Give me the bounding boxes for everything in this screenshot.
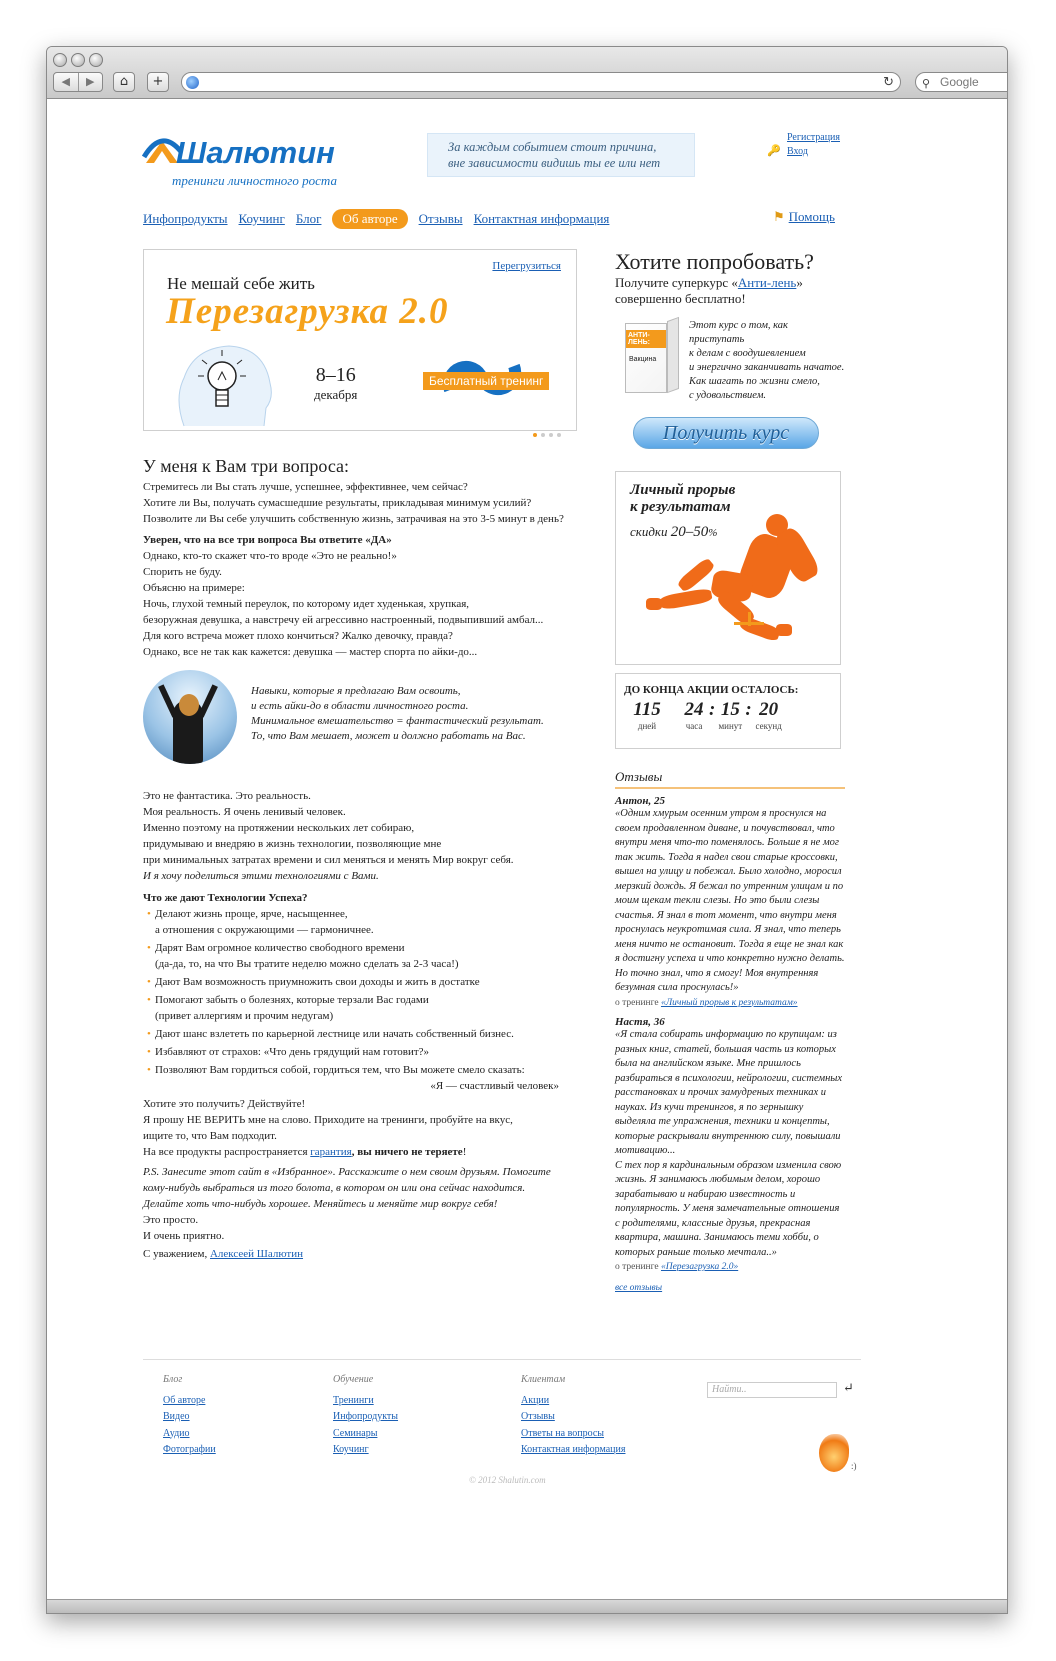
nav-item-contacts[interactable]: Контактная информация — [473, 211, 610, 226]
reality-line: Моя реальность. Я очень ленивый человек. — [143, 806, 346, 818]
sure-line: Уверен, что на все три вопроса Вы ответите «ДА» — [143, 534, 392, 546]
footer-link[interactable]: Видео — [163, 1411, 190, 1422]
footer-link[interactable]: Аудио — [163, 1427, 190, 1439]
benefit-item: • Помогают забыть о болезнях, которые терзали Вас годами (привет аллергиям и прочим недугам) — [143, 992, 603, 1024]
question-line: Стремитесь ли Вы стать лучше, успешнее, эффективнее, чем сейчас? — [143, 481, 468, 493]
footer-column-heading: Обучение — [333, 1374, 374, 1385]
nav-item-reviews[interactable]: Отзывы — [418, 211, 463, 226]
benefit-item: • Дарят Вам огромное количество свободного времени (да-да, то, на что Вы тратите неделю можно сделать за 2-3 часа!) — [143, 940, 603, 972]
footer-link[interactable]: Ответы на вопросы — [521, 1427, 604, 1439]
search-icon: ⚲ — [922, 78, 931, 90]
back-icon[interactable]: ◀ — [54, 73, 79, 91]
footer-link[interactable]: Коучинг — [333, 1444, 369, 1455]
browser-search-placeholder: Google — [940, 75, 979, 89]
author-link[interactable]: Алексеей Шалютин — [209, 1248, 304, 1260]
enter-icon[interactable]: ↵ — [843, 1380, 854, 1395]
sidebar-course-offer — [615, 249, 845, 449]
story-line: Спорить не буду. — [143, 566, 222, 578]
site-footer — [143, 1359, 861, 1485]
all-reviews-link[interactable]: все отзывы — [615, 1282, 663, 1293]
article-heading: У меня к Вам три вопроса: — [143, 456, 350, 476]
story-line: Объясню на примере: — [143, 582, 245, 594]
logo-wordmark: Шалютин — [176, 135, 335, 170]
course-text-line: Как шагать по жизни смело, — [689, 376, 820, 387]
banner-dot[interactable] — [557, 433, 561, 437]
review-author: Антон, 25 — [615, 795, 665, 807]
aside-line: Навыки, которые я предлагаю Вам освоить, — [251, 685, 461, 697]
home-icon[interactable]: ⌂ — [113, 72, 135, 92]
web-page — [47, 99, 1008, 1614]
reality-line: Именно поэтому на протяжении нескольких лет собираю, — [143, 822, 415, 834]
course-box-sub: Вакцина — [629, 356, 657, 363]
globe-icon — [186, 76, 199, 89]
promo-banner[interactable] — [143, 249, 577, 431]
footer-search-input[interactable]: Найти.. — [707, 1382, 837, 1398]
course-text-line: к делам с воодушевлением — [689, 348, 806, 359]
minimize-window-button[interactable] — [71, 53, 85, 67]
banner-pagination — [533, 433, 561, 437]
footer-column-learning — [333, 1372, 398, 1459]
guarantee-line: На все продукты распространяется гарантия, вы ничего не теряете! — [143, 1146, 467, 1158]
flag-icon: ⚑ — [773, 209, 785, 224]
course-text-line: с удовольствием. — [689, 390, 767, 401]
banner-title: Перезагрузка 2.0 — [166, 291, 449, 332]
simple-line: Это просто. — [143, 1214, 199, 1226]
review-text: С тех пор я кардинальным образом изменила свою жизнь. Я занимаюсь любимым делом, хорошо зарабатываю и набираю известность и популярность. У меня замечательные отношения с родителями, классные друзья, прекрасная квартира, машина. Занимаюсь теми хобби, о которых раньше только мечтала..» — [615, 1159, 842, 1258]
course-box-image — [625, 315, 683, 395]
aside-line: То, что Вам мешает, может и должно работать на Вас. — [251, 730, 526, 742]
help-link[interactable]: Помощь — [788, 209, 835, 224]
course-info — [615, 315, 845, 403]
aikido-aside — [143, 670, 603, 764]
countdown-timer: ДО КОНЦА АКЦИИ ОСТАЛОСЬ: 115 дней 24 часа : 15 минут : 20 секунд — [615, 673, 841, 749]
header-quote — [427, 133, 695, 177]
benefit-item: • Дают шанс взлететь по карьерной лестнице или начать собственный бизнес. — [143, 1026, 603, 1042]
banner-reboot-link[interactable]: Перегрузиться — [492, 260, 561, 272]
question-line: Хотите ли Вы, получать сумасшедшие результаты, прикладывая минимум усилий? — [143, 497, 532, 509]
zoom-window-button[interactable] — [89, 53, 103, 67]
firebird-icon — [819, 1434, 849, 1472]
footer-link[interactable]: Акции — [521, 1394, 550, 1406]
reviews-section — [615, 769, 845, 1295]
review-training-link[interactable]: «Личный прорыв к результатам» — [660, 997, 798, 1008]
nav-item-infoproducts[interactable]: Инфопродукты — [143, 211, 228, 226]
logo-tagline: тренинги личностного роста — [172, 173, 337, 188]
course-text-line: Этот курс о том, как приступать — [689, 320, 788, 345]
footer-column-clients — [521, 1372, 625, 1459]
story-line: Однако, все не так как кажется: девушка — мастер спорта по айки-до... — [143, 646, 478, 658]
copyright: © 2012 Shalutin.com — [469, 1475, 546, 1485]
banner-dot[interactable] — [533, 433, 537, 437]
reality-line: придумываю и внедряю в жизнь технологии, позволяющие мне — [143, 838, 442, 850]
anti-laziness-link[interactable]: Анти-лень — [737, 275, 797, 290]
footer-link[interactable]: Контактная информация — [521, 1444, 626, 1455]
help-link-group — [773, 209, 835, 225]
action-line: Хотите это получить? Действуйте! — [143, 1098, 306, 1110]
aside-line: и есть айки-до в области личностного роста. — [251, 700, 469, 712]
benefit-item: • Дают Вам возможность приумножить свои доходы и жить в достатке — [143, 974, 603, 990]
nav-item-blog[interactable]: Блог — [295, 211, 322, 226]
review-author: Настя, 36 — [615, 1016, 665, 1028]
footer-link[interactable]: Об авторе — [163, 1394, 206, 1406]
footer-link[interactable]: Отзывы — [521, 1411, 555, 1422]
login-link[interactable]: Вход — [787, 146, 808, 157]
story-line: Однако, кто-то скажет что-то вроде «Это не реально!» — [143, 550, 397, 562]
offer-free-line: совершенно бесплатно! — [615, 291, 746, 306]
story-line: Для кого встреча может плохо кончиться? Жалко девочку, правда? — [143, 630, 453, 642]
smile-text: :) — [851, 1461, 857, 1471]
action-line: ищите то, что Вам подходит. — [143, 1130, 277, 1142]
main-article — [143, 455, 603, 1262]
story-line: Ночь, глухой темный переулок, по которому идет худенькая, хрупкая, — [143, 598, 470, 610]
banner-dot[interactable] — [541, 433, 545, 437]
review-training-link[interactable]: «Перезагрузка 2.0» — [660, 1262, 739, 1272]
offer-subtitle: Получите суперкурс «Анти-лень» — [615, 275, 803, 290]
review-text: «Одним хмурым осенним утром я проснулся на своем продавленном диване, и почувствовал, что внутри меня что-то поменялось. Больше я не мог так жить. Тогда я надел свои старые кроссовки, вышел на улицу и побежал. Было холодно, моросил мерзкий дождь. Я бежал по утренним улицам и по моим щекам текли слезы. Но это были слезы счастья. Я знал в тот момент, что внутри меня проснулась неукротимая сила. Я знал, что теперь меня ничто не остановит. Тогда я еще не знал как я достигну успеха и что конкретно нужно делать. Но точно знал, что я смогу! Моя внутренняя безумная сила проснулась!» — [615, 808, 845, 993]
breakthrough-promo[interactable] — [615, 471, 841, 665]
footer-link[interactable]: Тренинги — [333, 1394, 374, 1406]
promo-discount: скидки 20–50% — [630, 524, 718, 540]
footer-link[interactable]: Фотографии — [163, 1444, 216, 1455]
ps-line: P.S. Занесите этот сайт в «Избранное». Расскажите о нем своим друзьям. Помогите — [143, 1166, 551, 1178]
nav-item-coaching[interactable]: Коучинг — [238, 211, 285, 226]
main-navigation — [143, 209, 620, 229]
footer-column-heading: Клиентам — [521, 1374, 566, 1385]
signature-line: С уважением, Алексеей Шалютин — [143, 1248, 304, 1260]
address-bar[interactable] — [181, 72, 901, 92]
timer-minutes: 15 минут — [718, 699, 743, 731]
question-line: Позволите ли Вы себе улучшить собственную жизнь, затрачивая на это 3-5 минут в день? — [143, 513, 564, 525]
nice-line: И очень приятно. — [143, 1230, 225, 1242]
banner-month: декабря — [314, 387, 358, 402]
ps-line: Делайте хоть что-нибудь хорошее. Меняйтесь и меняйте мир вокруг себя! — [143, 1198, 498, 1210]
banner-date-range: 8–16 — [315, 364, 356, 386]
reload-icon[interactable]: ↻ — [883, 75, 894, 90]
benefit-item: • Делают жизнь проще, ярче, насыщеннее, а отношения с окружающими — гармоничнее. — [143, 906, 603, 938]
ps-line: кому-нибудь выбраться из того болота, в котором он или она сейчас находится. — [143, 1182, 526, 1194]
benefit-item: • Избавляют от страхов: «Что день грядущий нам готовит?» — [143, 1044, 603, 1060]
benefits-list — [143, 906, 603, 1094]
timer-heading: ДО КОНЦА АКЦИИ ОСТАЛОСЬ: — [624, 684, 799, 696]
footer-link[interactable]: Семинары — [333, 1427, 378, 1439]
add-bookmark-icon[interactable]: + — [147, 72, 169, 92]
footer-column-blog — [163, 1372, 216, 1459]
bottom-bar — [47, 1599, 1008, 1613]
review-training: о тренинге «Перезагрузка 2.0» — [615, 1262, 739, 1272]
banner-dates — [314, 364, 357, 403]
reviews-heading: Отзывы — [615, 769, 845, 789]
benefit-item: • Позволяют Вам гордиться собой, гордиться тем, что Вы можете смело сказать: «Я — счастливый человек» — [143, 1062, 603, 1094]
course-text-line: и энергично заканчивать начатое. — [689, 362, 845, 373]
free-training-badge: Бесплатный тренинг — [423, 372, 549, 390]
action-line: Я прошу НЕ ВЕРИТЬ мне на слово. Приходите на тренинги, пробуйте на вкус, — [143, 1114, 513, 1126]
woman-arms-raised-photo — [143, 670, 237, 764]
review-text: «Я стала собирать информацию по крупицам: из разных книг, статей, большая часть из которых была на английском языке. Мне пришлось разбираться в психологии, нейрологии, системных расстановках и прочих замудреных техниках и науках. Из кучи тренингов, я по зернышку выделяла те упражнения, техники и концепты, которые раскрывали внутреннюю силу, повышали мотивацию... — [615, 1029, 843, 1156]
promo-title: Личный прорыв к результатам — [630, 482, 736, 515]
get-course-button[interactable]: Получить курс — [633, 417, 819, 449]
quote-line: вне зависимости видишь ты ее или нет — [448, 156, 661, 170]
close-window-button[interactable] — [53, 53, 67, 67]
browser-window — [46, 46, 1008, 1614]
guarantee-link[interactable]: гарантия — [310, 1146, 352, 1158]
share-line: И я хочу поделиться этими технологиями с Вами. — [143, 870, 379, 882]
browser-search-field[interactable] — [915, 72, 1008, 92]
timer-seconds: 20 секунд — [755, 699, 782, 731]
footer-link[interactable]: Инфопродукты — [333, 1411, 399, 1422]
banner-dot[interactable] — [549, 433, 553, 437]
nav-item-about-author[interactable]: Об авторе — [332, 209, 407, 229]
reality-line: при минимальных затратах времени и сил меняться и менять Мир вокруг себя. — [143, 854, 514, 866]
auth-links — [767, 131, 840, 159]
banner-top-text: Не мешай себе жить — [167, 274, 315, 293]
story-line: безоружная девушка, а навстречу ей агрессивно настроенный, подвыпивший амбал... — [143, 614, 544, 626]
quote-line: За каждым событием стоит причина, — [448, 140, 657, 154]
lightbulb-head-icon — [174, 338, 284, 428]
footer-column-heading: Блог — [163, 1374, 183, 1385]
back-forward-group — [53, 72, 103, 92]
offer-title: Хотите попробовать? — [615, 249, 814, 274]
register-link[interactable]: Регистрация — [787, 132, 840, 143]
forward-icon[interactable]: ▶ — [86, 75, 95, 88]
aside-line: Минимальное вмешательство = фантастический результат. — [251, 715, 544, 727]
key-icon: 🔑 — [767, 145, 781, 157]
reality-line: Это не фантастика. Это реальность. — [143, 790, 311, 802]
browser-toolbar — [47, 47, 1007, 99]
course-box-label: АНТИ-ЛЕНЬ: — [626, 330, 666, 348]
benefits-heading: Что же дают Технологии Успеха? — [143, 892, 308, 904]
timer-hours: 24 часа — [684, 699, 704, 731]
timer-days: 115 дней — [633, 699, 661, 731]
review-training: о тренинге «Личный прорыв к результатам» — [615, 997, 798, 1008]
